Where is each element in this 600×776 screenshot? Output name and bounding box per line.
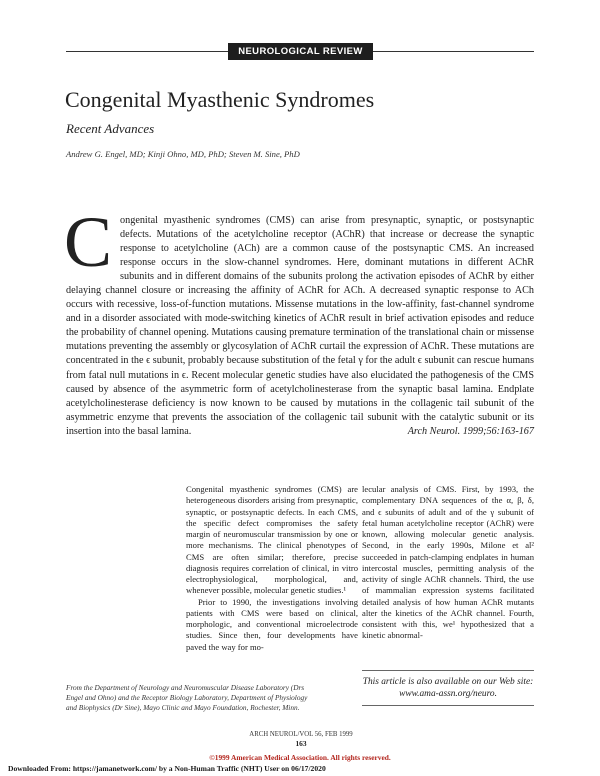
download-stamp: Downloaded From: https://jamanetwork.com/ by a Non-Human Traffic (NHT) User on 06/17/2020 — [8, 764, 326, 773]
page-number: 163 — [295, 739, 307, 748]
abstract-text: ongenital myasthenic syndromes (CMS) can arise from presynaptic, synaptic, or postsynaptic defects. Mutations of the acetylcholine receptor (AChR) that increase or decrease the synaptic response to acetylcholine (ACh) are a common cause of the postsynaptic CMS. An increased response occurs in the slow-channel syndromes. Here, dominant mutations in different AChR subunits and in different domains of the subunits prolong the activation episodes of AChR by either delaying channel closure or increasing the affinity of AChR for ACh. A decreased synaptic response to ACh occurs with recessive, loss-of-function mutations. Missense mutations in the low-affinity, fast-channel syndrome and in a disorder associated with mode-switching kinetics of AChR result in brief activation episodes and reduce the probability of channel opening. Mutations causing premature termination of the translational chain or missense mutations preventing the assembly or glycosylation of AChR curtail the expression of AChR. These mutations are concentrated in the ϵ subunit, probably because substitution of the fetal γ for the adult ϵ subunit can rescue humans from fatal null mutations in ϵ. Recent molecular genetic studies have also elucidated the pathogenesis of the CMS caused by absence of the asymmetric form of acetylcholinesterase from the synaptic basal lamina. Endplate acetylcholinesterase deficiency is now known to be caused by mutations in the collagenic tail subunit of the asymmetric enzyme that prevents the association of the collagenic tail subunit with the catalytic subunit or its insertion into the basal lamina. — [66, 215, 534, 437]
author-affiliation: From the Department of Neurology and Neuromuscular Disease Laboratory (Drs Engel and Ohno) and the Receptor Biology Laboratory, Department of Physiology and Biophysics (Dr Sine), Mayo Clinic and Mayo Foundation, Rochester, Minn. — [66, 683, 308, 712]
drop-cap: C — [64, 202, 113, 282]
body-paragraph: Congenital myasthenic syndromes (CMS) are heterogeneous disorders arising from presynaptic, synaptic, or postsynaptic defects. In each CMS, the specific defect compromises the safety margin of neuromuscular transmission by one or more mechanisms. The clinical phenotypes of CMS are often similar; therefore, precise diagnosis requires correlation of clinical, in vitro electrophysiological, morphological, and, whenever possible, molecular genetic studies.¹ — [186, 484, 358, 596]
author-list: Andrew G. Engel, MD; Kinji Ohno, MD, PhD; Steven M. Sine, PhD — [66, 149, 300, 159]
article-title: Congenital Myasthenic Syndromes — [65, 87, 375, 112]
header-rule-left — [66, 51, 228, 52]
journal-reference: ARCH NEUROL/VOL 56, FEB 1999 — [249, 731, 353, 738]
abstract — [64, 202, 534, 439]
article-subtitle: Recent Advances — [66, 121, 155, 136]
body-column-2 — [362, 484, 534, 642]
body-paragraph: Prior to 1990, the investigations involving patients with CMS were based on clinical, morphologic, and conventional microelectrode studies. Since then, four developments have paved the way for mo- — [186, 596, 358, 652]
body-paragraph: lecular analysis of CMS. First, by 1993, the complementary DNA sequences of the α, β, δ, and ϵ subunits of adult and of the γ subunit of fetal human acetylcholine receptor (AChR) were known, allowing molecular genetic analysis. Second, in the early 1990s, Milone et al² succeeded in patch-clamping endplates in human intercostal muscles, permitting analysis of the activity of single AChR channels. Third, the use of mammalian expression systems facilitated detailed analysis of how human AChR mutants alter the kinetics of the AChR channel. Fourth, consistent with this, we¹ hypothesized that a kinetic abnormal- — [362, 484, 534, 641]
body-column-1 — [186, 484, 358, 653]
online-availability-box: This article is also available on our Web site: www.ama-assn.org/neuro. — [362, 670, 534, 706]
section-banner: NEUROLOGICAL REVIEW — [228, 43, 373, 60]
citation: Arch Neurol. 1999;56:163-167 — [407, 425, 534, 437]
header-rule-right — [373, 51, 534, 52]
copyright-notice: ©1999 American Medical Association. All rights reserved. — [209, 753, 391, 762]
